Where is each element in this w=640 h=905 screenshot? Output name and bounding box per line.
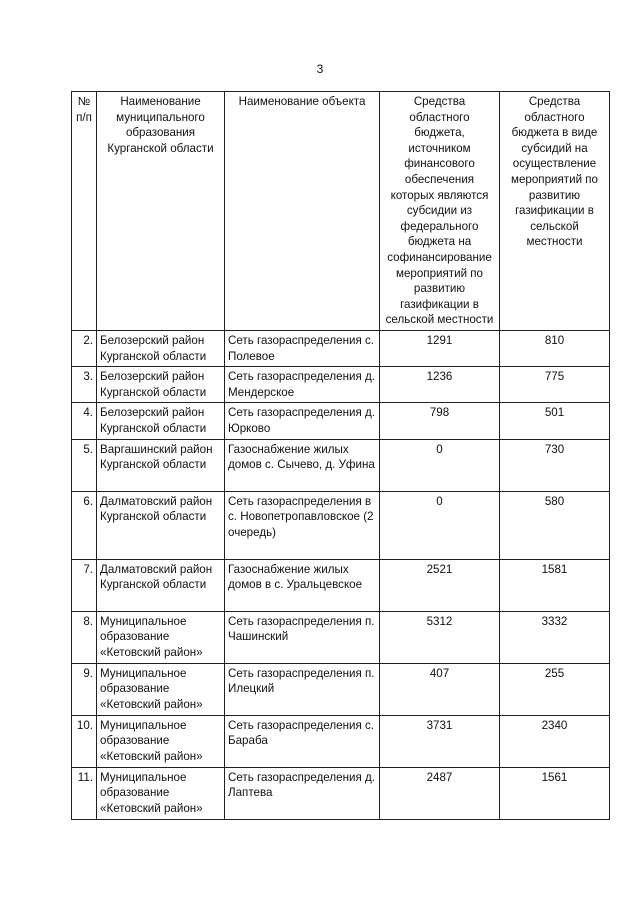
row-municipality: Белозерский район Курганской области [97, 367, 225, 403]
row-num: 6. [72, 491, 97, 559]
row-municipality: Муниципальное образование «Кетовский район» [97, 611, 225, 663]
row-num: 7. [72, 559, 97, 611]
table-row [72, 403, 610, 439]
row-municipality: Муниципальное образование «Кетовский район» [97, 767, 225, 819]
row-object: Сеть газораспределения в с. Новопетропавловское (2 очередь) [225, 491, 380, 559]
row-num: 3. [72, 367, 97, 403]
row-regional: 810 [500, 331, 610, 367]
row-federal: 3731 [380, 715, 500, 767]
row-object: Сеть газораспределения с. Полевое [225, 331, 380, 367]
row-object: Сеть газораспределения д. Лаптева [225, 767, 380, 819]
row-num: 8. [72, 611, 97, 663]
row-object: Сеть газораспределения д. Мендерское [225, 367, 380, 403]
row-regional: 775 [500, 367, 610, 403]
row-object: Сеть газораспределения п. Илецкий [225, 663, 380, 715]
row-federal: 2521 [380, 559, 500, 611]
row-municipality: Белозерский район Курганской области [97, 331, 225, 367]
row-municipality: Варгашинский район Курганской области [97, 439, 225, 491]
header-object: Наименование объекта [225, 92, 380, 331]
page-number: 3 [316, 62, 324, 76]
row-federal: 2487 [380, 767, 500, 819]
header-num: № п/п [72, 92, 97, 331]
table-row [72, 715, 610, 767]
row-num: 9. [72, 663, 97, 715]
table-row [72, 439, 610, 491]
row-regional: 255 [500, 663, 610, 715]
row-regional: 3332 [500, 611, 610, 663]
row-regional: 1561 [500, 767, 610, 819]
row-object: Сеть газораспределения д. Юрково [225, 403, 380, 439]
subsidy-table [71, 91, 610, 820]
row-num: 2. [72, 331, 97, 367]
table-row [72, 559, 610, 611]
row-regional: 580 [500, 491, 610, 559]
row-object: Сеть газораспределения п. Чашинский [225, 611, 380, 663]
table-header-row [72, 92, 610, 331]
row-object: Газоснабжение жилых домов в с. Уральцевское [225, 559, 380, 611]
row-regional: 1581 [500, 559, 610, 611]
header-federal-funds: Средства областного бюджета, источником финансового обеспечения которых являются субсидии из федерального бюджета на софинансирование мероприятий по развитию газификации в сельской местности [380, 92, 500, 331]
row-num: 11. [72, 767, 97, 819]
row-num: 4. [72, 403, 97, 439]
row-object: Сеть газораспределения с. Бараба [225, 715, 380, 767]
table-row [72, 611, 610, 663]
row-federal: 1236 [380, 367, 500, 403]
row-num: 10. [72, 715, 97, 767]
row-municipality: Муниципальное образование «Кетовский район» [97, 715, 225, 767]
row-regional: 501 [500, 403, 610, 439]
row-regional: 730 [500, 439, 610, 491]
table-row [72, 491, 610, 559]
row-municipality: Далматовский район Курганской области [97, 491, 225, 559]
header-regional-subsidies: Средства областного бюджета в виде субсидий на осуществление мероприятий по развитию газификации в сельской местности [500, 92, 610, 331]
row-federal: 1291 [380, 331, 500, 367]
row-municipality: Далматовский район Курганской области [97, 559, 225, 611]
row-federal: 0 [380, 439, 500, 491]
table-row [72, 367, 610, 403]
row-regional: 2340 [500, 715, 610, 767]
table-row [72, 663, 610, 715]
row-federal: 0 [380, 491, 500, 559]
row-object: Газоснабжение жилых домов с. Сычево, д. Уфина [225, 439, 380, 491]
table-row [72, 331, 610, 367]
row-municipality: Муниципальное образование «Кетовский район» [97, 663, 225, 715]
row-federal: 798 [380, 403, 500, 439]
row-num: 5. [72, 439, 97, 491]
row-municipality: Белозерский район Курганской области [97, 403, 225, 439]
table-row [72, 767, 610, 819]
header-municipality: Наименование муниципального образования Курганской области [97, 92, 225, 331]
row-federal: 407 [380, 663, 500, 715]
row-federal: 5312 [380, 611, 500, 663]
